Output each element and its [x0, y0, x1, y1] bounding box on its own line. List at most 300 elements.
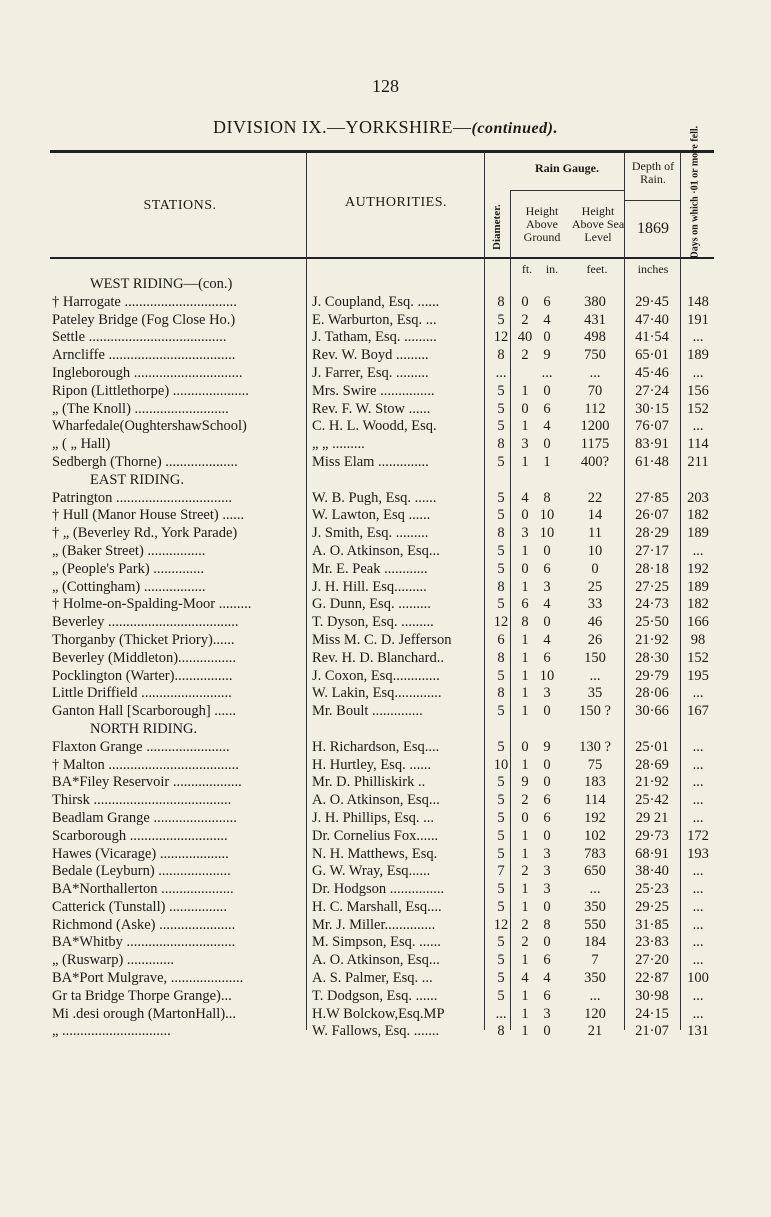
- authority: Rev. H. D. Blanchard..: [312, 649, 444, 666]
- rain-depth: 29·45: [635, 293, 669, 310]
- header-depth: Depth of Rain.: [631, 159, 675, 187]
- table-row: [50, 490, 714, 508]
- height-ground-ft: 8: [521, 614, 529, 631]
- rain-days: ...: [692, 952, 704, 969]
- height-ground-ft: 1: [521, 703, 529, 720]
- table-row: [50, 294, 714, 312]
- header-authorities: AUTHORITIES.: [344, 195, 448, 210]
- authority: N. H. Matthews, Esq.: [312, 845, 438, 862]
- rain-days: 192: [687, 560, 709, 577]
- rain-depth: 28·18: [635, 560, 669, 577]
- station-name: Ripon (Littlethorpe) .....................: [52, 382, 249, 399]
- height-ground-in: 6: [543, 952, 551, 969]
- rain-depth: 76·07: [635, 418, 669, 435]
- table-row: [50, 312, 714, 330]
- height-sea-level: 7: [591, 952, 599, 969]
- station-name: Patrington ................................: [52, 489, 233, 506]
- rain-days: 156: [687, 382, 709, 399]
- authority: H. C. Marshall, Esq....: [312, 898, 442, 915]
- height-ground-in: 9: [543, 347, 551, 364]
- station-name: Thorganby (Thicket Priory)......: [52, 631, 235, 648]
- height-ground-in: 0: [543, 1023, 551, 1040]
- unit-feet: feet.: [586, 262, 608, 276]
- authority: „ „ .........: [312, 436, 365, 453]
- authority: Rev. F. W. Stow ......: [312, 400, 431, 417]
- rain-depth: 28·30: [635, 649, 669, 666]
- authority: A. O. Atkinson, Esq...: [312, 952, 440, 969]
- authority: Miss Elam ..............: [312, 453, 429, 470]
- diameter-value: 5: [497, 827, 505, 844]
- unit-inches: inches: [637, 262, 669, 276]
- station-name: „ (Ruswarp) .............: [52, 952, 175, 969]
- rain-depth: 27·24: [635, 382, 669, 399]
- rain-days: ...: [692, 916, 704, 933]
- table-row: [50, 1023, 714, 1041]
- height-ground-in: 6: [543, 293, 551, 310]
- diameter-value: 8: [497, 1023, 505, 1040]
- diameter-value: 12: [493, 614, 509, 631]
- table-row: [50, 792, 714, 810]
- height-ground-in: 0: [543, 756, 551, 773]
- height-ground-ft: 1: [521, 382, 529, 399]
- diameter-value: 7: [497, 863, 505, 880]
- authority: A. O. Atkinson, Esq...: [312, 542, 440, 559]
- authority: W. Lakin, Esq.............: [312, 685, 442, 702]
- height-ground-ft: 1: [521, 1023, 529, 1040]
- height-sea-level: 750: [584, 347, 606, 364]
- station-name: † Holme-on-Spalding-Moor .........: [52, 596, 252, 613]
- rain-depth: 83·91: [635, 436, 669, 453]
- authority: Rev. W. Boyd .........: [312, 347, 429, 364]
- diameter-value: 5: [497, 311, 505, 328]
- height-ground-in: 3: [543, 845, 551, 862]
- diameter-value: 5: [497, 507, 505, 524]
- diameter-value: 5: [497, 881, 505, 898]
- authority: Miss M. C. D. Jefferson: [312, 631, 452, 648]
- height-ground-in: 0: [543, 827, 551, 844]
- rain-depth: 25·01: [635, 738, 669, 755]
- rain-depth: 30·98: [635, 987, 669, 1004]
- rain-depth: 21·07: [635, 1023, 669, 1040]
- height-ground-in: 3: [543, 578, 551, 595]
- diameter-value: 5: [497, 845, 505, 862]
- diameter-value: 6: [497, 631, 505, 648]
- height-sea-level: 783: [584, 845, 606, 862]
- height-ground-in: 0: [543, 703, 551, 720]
- rain-depth: 28·06: [635, 685, 669, 702]
- rain-days: ...: [692, 364, 704, 381]
- height-ground-ft: 1: [521, 453, 529, 470]
- height-ground-ft: 3: [521, 436, 529, 453]
- authority: Mrs. Swire ...............: [312, 382, 435, 399]
- rain-days: 189: [687, 347, 709, 364]
- rain-days: ...: [692, 685, 704, 702]
- table-row: [50, 329, 714, 347]
- header-year: 1869: [637, 220, 669, 237]
- diameter-value: 5: [497, 382, 505, 399]
- authority: Dr. Hodgson ...............: [312, 881, 445, 898]
- table-row: [50, 650, 714, 668]
- height-sea-level: 184: [584, 934, 606, 951]
- height-ground-in: 3: [543, 1005, 551, 1022]
- authority: A. S. Palmer, Esq. ...: [312, 970, 433, 987]
- station-name: Gr ta Bridge Thorpe Grange)...: [52, 987, 232, 1004]
- rain-days: 167: [687, 703, 709, 720]
- height-sea-level: 150: [584, 649, 606, 666]
- header-height-ground: Height Above Ground: [523, 204, 561, 245]
- height-ground-in: 4: [543, 418, 551, 435]
- height-ground-ft: 1: [521, 756, 529, 773]
- height-ground-in: 0: [543, 542, 551, 559]
- rain-depth: 21·92: [635, 631, 669, 648]
- height-sea-level: 22: [587, 489, 603, 506]
- rain-depth: 24·73: [635, 596, 669, 613]
- station-name: Scarborough ...........................: [52, 827, 228, 844]
- table-row: [50, 632, 714, 650]
- table-top-rule: [50, 150, 714, 153]
- table-row: [50, 561, 714, 579]
- table-row: [50, 863, 714, 881]
- height-ground-ft: 1: [521, 649, 529, 666]
- rain-days: ...: [692, 934, 704, 951]
- height-ground-in: 6: [543, 400, 551, 417]
- diameter-value: 5: [497, 418, 505, 435]
- height-ground-in: 0: [543, 329, 551, 346]
- diameter-value: 5: [497, 898, 505, 915]
- rain-depth: 21·92: [635, 774, 669, 791]
- table-row: [50, 365, 714, 383]
- station-name: Pateley Bridge (Fog Close Ho.): [52, 311, 236, 328]
- station-name: Thirsk ......................................: [52, 792, 232, 809]
- table-row: [50, 934, 714, 952]
- height-ground-ft: 1: [521, 898, 529, 915]
- height-sea-level: 112: [584, 400, 606, 417]
- height-ground-ft: 1: [521, 631, 529, 648]
- height-sea-level: 114: [584, 792, 606, 809]
- rain-days: 193: [687, 845, 709, 862]
- rain-depth: 30·15: [635, 400, 669, 417]
- height-ground-ft: 1: [521, 542, 529, 559]
- authority: E. Warburton, Esq. ...: [312, 311, 437, 328]
- table-row: [50, 579, 714, 597]
- height-ground-ft: 3: [521, 525, 529, 542]
- authority: W. Lawton, Esq ......: [312, 507, 431, 524]
- diameter-value: 8: [497, 347, 505, 364]
- station-name: Settle ......................................: [52, 329, 227, 346]
- diameter-value: 12: [493, 329, 509, 346]
- height-ground-in: 8: [543, 916, 551, 933]
- station-name: BA*Whitby ..............................: [52, 934, 236, 951]
- height-ground-ft: 1: [521, 1005, 529, 1022]
- height-ground-ft: 0: [521, 809, 529, 826]
- height-ground-ft: 1: [521, 667, 529, 684]
- station-name: „ ..............................: [52, 1023, 171, 1040]
- table-row: [50, 454, 714, 472]
- rain-depth: 24·15: [635, 1005, 669, 1022]
- height-ground-in: 3: [543, 863, 551, 880]
- rain-depth: 38·40: [635, 863, 669, 880]
- table-row: [50, 774, 714, 792]
- table-row: [50, 917, 714, 935]
- station-name: BA*Filey Reservoir ...................: [52, 774, 242, 791]
- table-row: [50, 543, 714, 561]
- section-heading: WEST RIDING—(con.): [90, 276, 233, 292]
- rain-days: 182: [687, 507, 709, 524]
- authority: T. Dodgson, Esq. ......: [312, 987, 438, 1004]
- height-sea-level: 0: [591, 560, 599, 577]
- height-ground-ft: 1: [521, 827, 529, 844]
- rain-depth: 29·79: [635, 667, 669, 684]
- authority: Mr. E. Peak ............: [312, 560, 428, 577]
- height-ground-in: 8: [543, 489, 551, 506]
- rain-days: 182: [687, 596, 709, 613]
- diameter-value: 5: [497, 453, 505, 470]
- station-name: Catterick (Tunstall) ................: [52, 898, 228, 915]
- rain-depth: 23·83: [635, 934, 669, 951]
- height-sea-level: 431: [584, 311, 606, 328]
- rain-days: 114: [687, 436, 709, 453]
- rain-days: ...: [692, 863, 704, 880]
- diameter-value: 8: [497, 293, 505, 310]
- height-ground-in: 6: [543, 792, 551, 809]
- height-ground-ft: 9: [521, 774, 529, 791]
- rain-depth: 29 21: [635, 809, 669, 826]
- diameter-value: 5: [497, 952, 505, 969]
- height-sea-level: 70: [587, 382, 603, 399]
- diameter-value: 5: [497, 400, 505, 417]
- diameter-value: 5: [497, 792, 505, 809]
- authority: C. H. L. Woodd, Esq.: [312, 418, 437, 435]
- diameter-value: 5: [497, 934, 505, 951]
- diameter-value: 5: [497, 774, 505, 791]
- height-sea-level: 192: [584, 809, 606, 826]
- table-header-rule: [50, 257, 714, 259]
- table-row: [50, 525, 714, 543]
- station-name: Ingleborough ..............................: [52, 364, 243, 381]
- rain-days: ...: [692, 738, 704, 755]
- authority: Mr. Boult ..............: [312, 703, 423, 720]
- station-name: Ganton Hall [Scarborough] ......: [52, 703, 237, 720]
- height-sea-level: 550: [584, 916, 606, 933]
- station-name: Bedale (Leyburn) ....................: [52, 863, 231, 880]
- height-sea-level: 350: [584, 898, 606, 915]
- station-name: „ (Baker Street) ................: [52, 542, 206, 559]
- station-name: † Hull (Manor House Street) ......: [52, 507, 245, 524]
- height-sea-level: 25: [587, 578, 603, 595]
- height-sea-level: ...: [589, 364, 601, 381]
- rain-days: 195: [687, 667, 709, 684]
- rain-days: 100: [687, 970, 709, 987]
- table-row: [50, 436, 714, 454]
- rain-depth: 30·66: [635, 703, 669, 720]
- rain-depth: 65·01: [635, 347, 669, 364]
- rain-depth: 29·25: [635, 898, 669, 915]
- height-ground-in: 10: [539, 525, 555, 542]
- table-row: [50, 614, 714, 632]
- height-sea-level: 26: [587, 631, 603, 648]
- height-ground-in: 4: [543, 596, 551, 613]
- rain-days: 189: [687, 525, 709, 542]
- height-ground-ft: 4: [521, 970, 529, 987]
- table-row: [50, 828, 714, 846]
- rain-days: 211: [687, 453, 709, 470]
- authority: Mr. J. Miller..............: [312, 916, 436, 933]
- station-name: Wharfedale(OughtershawSchool): [52, 418, 247, 435]
- authority: Dr. Cornelius Fox......: [312, 827, 439, 844]
- diameter-value: ...: [495, 364, 507, 381]
- rain-days: 131: [687, 1023, 709, 1040]
- table-row: [50, 899, 714, 917]
- table-row: [50, 347, 714, 365]
- station-name: Mi .desi orough (MartonHall)...: [52, 1005, 237, 1022]
- height-sea-level: 150 ?: [579, 703, 611, 720]
- rain-days: 152: [687, 400, 709, 417]
- height-ground-in: 3: [543, 685, 551, 702]
- rain-days: ...: [692, 809, 704, 826]
- table-row: [50, 401, 714, 419]
- rain-depth: 27·85: [635, 489, 669, 506]
- height-sea-level: 1200: [580, 418, 610, 435]
- station-name: Hawes (Vicarage) ...................: [52, 845, 229, 862]
- rain-depth: 28·29: [635, 525, 669, 542]
- station-name: Beverley (Middleton)................: [52, 649, 237, 666]
- section-heading: EAST RIDING.: [90, 471, 184, 488]
- authority: T. Dyson, Esq. .........: [312, 614, 434, 631]
- rain-depth: 25·23: [635, 881, 669, 898]
- station-name: „ (People's Park) ..............: [52, 560, 205, 577]
- height-ground-in: 6: [543, 560, 551, 577]
- rain-days: ...: [692, 329, 704, 346]
- station-name: Arncliffe ...................................: [52, 347, 236, 364]
- height-ground-in: 4: [543, 311, 551, 328]
- height-sea-level: 33: [587, 596, 603, 613]
- station-name: Little Driffield .........................: [52, 685, 232, 702]
- height-ground-in: 0: [543, 934, 551, 951]
- page-number: 128: [372, 76, 399, 96]
- authority: A. O. Atkinson, Esq...: [312, 792, 440, 809]
- height-ground-ft: 2: [521, 311, 529, 328]
- authority: H. Richardson, Esq....: [312, 738, 440, 755]
- rain-depth: 45·46: [635, 364, 669, 381]
- rain-days: 152: [687, 649, 709, 666]
- station-name: Beverley ....................................: [52, 614, 239, 631]
- table-row: [50, 952, 714, 970]
- rain-days: 148: [687, 293, 709, 310]
- section-heading-row: [50, 721, 714, 739]
- height-ground-ft: 0: [521, 293, 529, 310]
- station-name: Pocklington (Warter)................: [52, 667, 233, 684]
- station-name: Beadlam Grange .......................: [52, 809, 237, 826]
- authority: G. W. Wray, Esq......: [312, 863, 431, 880]
- height-ground-ft: 1: [521, 685, 529, 702]
- height-ground-in: 0: [543, 898, 551, 915]
- table-row: [50, 988, 714, 1006]
- rain-days: ...: [692, 898, 704, 915]
- height-ground-in: 6: [543, 809, 551, 826]
- authority: J. H. Phillips, Esq. ...: [312, 809, 435, 826]
- height-ground-in: 6: [543, 987, 551, 1004]
- height-ground-ft: 0: [521, 400, 529, 417]
- diameter-value: 8: [497, 525, 505, 542]
- table-row: [50, 685, 714, 703]
- height-ground-ft: 1: [521, 578, 529, 595]
- height-sea-level: 11: [588, 525, 602, 542]
- table-row: [50, 668, 714, 686]
- height-sea-level: ...: [589, 667, 601, 684]
- table-row: [50, 383, 714, 401]
- diameter-value: 10: [493, 756, 509, 773]
- diameter-value: 8: [497, 685, 505, 702]
- header-height-sea: Height Above Sea Level: [571, 204, 625, 245]
- authority: J. Smith, Esq. .........: [312, 525, 429, 542]
- diameter-value: 5: [497, 809, 505, 826]
- rain-depth: 41·54: [635, 329, 669, 346]
- height-ground-ft: 1: [521, 418, 529, 435]
- header-diameter: Diameter.: [491, 204, 503, 250]
- height-ground-ft: 6: [521, 596, 529, 613]
- height-sea-level: 14: [587, 507, 603, 524]
- height-ground-ft: 0: [521, 507, 529, 524]
- table-body: [50, 276, 714, 1041]
- height-sea-level: 35: [587, 685, 603, 702]
- table-row: [50, 810, 714, 828]
- station-name: Richmond (Aske) .....................: [52, 916, 236, 933]
- rain-depth: 28·69: [635, 756, 669, 773]
- diameter-value: 5: [497, 489, 505, 506]
- height-sea-level: 350: [584, 970, 606, 987]
- height-ground-ft: 4: [521, 489, 529, 506]
- section-heading-row: [50, 472, 714, 490]
- rain-depth: 61·48: [635, 453, 669, 470]
- station-name: Sedbergh (Thorne) ....................: [52, 453, 238, 470]
- diameter-value: 5: [497, 542, 505, 559]
- height-ground-ft: 0: [521, 560, 529, 577]
- title-continued: (continued).: [471, 120, 558, 137]
- authority: H.W Bolckow,Esq.MP: [312, 1005, 445, 1022]
- height-sea-level: 380: [584, 293, 606, 310]
- diameter-value: 8: [497, 578, 505, 595]
- rain-depth: 68·91: [635, 845, 669, 862]
- table-row: [50, 703, 714, 721]
- height-ground-ft: 40: [517, 329, 533, 346]
- height-ground-in: 9: [543, 738, 551, 755]
- rain-depth: 27·20: [635, 952, 669, 969]
- authority: G. Dunn, Esq. .........: [312, 596, 431, 613]
- height-sea-level: ...: [589, 987, 601, 1004]
- height-ground-ft: 2: [521, 934, 529, 951]
- diameter-value: 8: [497, 649, 505, 666]
- authority: H. Hurtley, Esq. ......: [312, 756, 432, 773]
- authority: J. H. Hill. Esq.........: [312, 578, 427, 595]
- height-ground-ft: 1: [521, 881, 529, 898]
- rain-days: ...: [692, 987, 704, 1004]
- height-sea-level: 120: [584, 1005, 606, 1022]
- rain-depth: 27·17: [635, 542, 669, 559]
- rain-days: ...: [692, 792, 704, 809]
- rain-depth: 25·50: [635, 614, 669, 631]
- height-ground-in: 6: [543, 649, 551, 666]
- height-ground-ft: 2: [521, 347, 529, 364]
- height-ground-in: 4: [543, 970, 551, 987]
- height-ground-ft: 2: [521, 863, 529, 880]
- height-ground-in: 0: [543, 774, 551, 791]
- station-name: „ (Cottingham) .................: [52, 578, 206, 595]
- height-sea-level: 130 ?: [579, 738, 611, 755]
- height-ground-in: 10: [539, 507, 555, 524]
- station-name: „ ( „ Hall): [52, 436, 111, 453]
- diameter-value: 5: [497, 560, 505, 577]
- authority: J. Tatham, Esq. .........: [312, 329, 437, 346]
